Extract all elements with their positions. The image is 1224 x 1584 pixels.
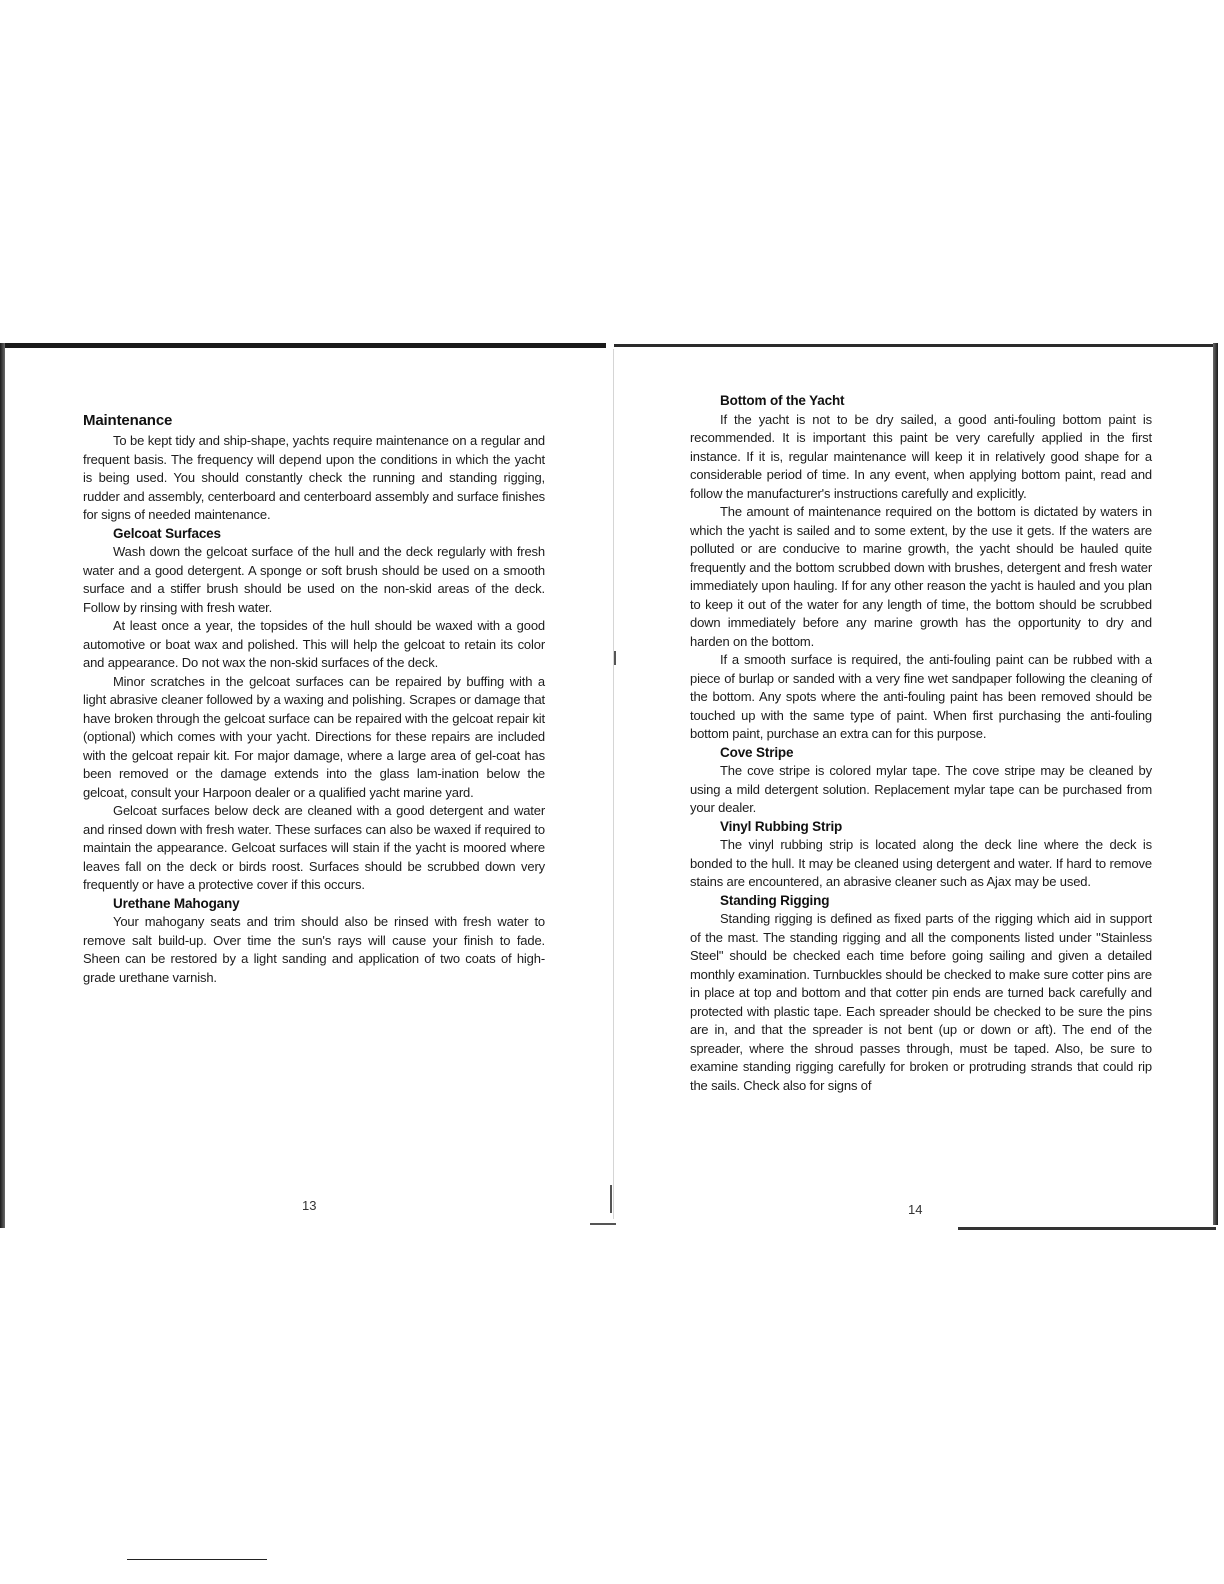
paragraph: If the yacht is not to be dry sailed, a good anti-fouling bottom paint is recommended. It is important this paint be very carefully applied in the first instance. If it is, regular maintenance will keep it in relatively good shape for a considerable period of time. In any event, when applying bottom paint, read and follow the manufacturer's instructions carefully and explicitly.	[690, 411, 1152, 501]
page-side-edge-right	[1213, 343, 1218, 1225]
paragraph: At least once a year, the topsides of the hull should be waxed with a good automotive or boat wax and polished. This will help the gelcoat to retain its color and appearance. Do not wax the non-skid surfaces of the deck.	[83, 618, 545, 670]
page-13	[83, 411, 545, 987]
footnote-rule	[127, 1559, 267, 1560]
paragraph: To be kept tidy and ship-shape, yachts require maintenance on a regular and frequent basis. The frequency will depend upon the conditions in which the yacht is being used. You should constantly check the running and standing rigging, rudder and assembly, centerboard and centerboard assembly and surface finishes for signs of needed maintenance.	[83, 433, 545, 522]
paragraph: Wash down the gelcoat surface of the hull and the deck regularly with fresh water and a good detergent. A sponge or soft brush should be used on a smooth surface and a stiffer brush should be used on the non-skid areas of the deck. Follow by rinsing with fresh water.	[83, 544, 545, 615]
page-top-edge-left	[0, 343, 606, 348]
page-number: 14	[908, 1202, 923, 1217]
section-heading-maintenance: Maintenance	[83, 412, 173, 429]
paragraph: Gelcoat surfaces below deck are cleaned with a good detergent and water and rinsed down with fresh water. These surfaces can also be waxed if required to maintain the appearance. Gelcoat surfaces will stain if the yacht is moored where leaves fall on the deck or birds roost. Surfaces should be scrubbed down very frequently or have a protective cover if this occurs.	[83, 803, 545, 892]
page-14	[690, 392, 1152, 1095]
gutter-mark	[590, 1223, 616, 1225]
gutter-mark	[614, 651, 616, 665]
book-gutter	[613, 349, 614, 1219]
page-bottom-edge-right	[958, 1227, 1216, 1230]
subheading-gelcoat-surfaces: Gelcoat Surfaces	[113, 525, 221, 541]
subheading-vinyl-rubbing-strip: Vinyl Rubbing Strip	[720, 818, 843, 834]
page-top-edge-right	[614, 344, 1218, 347]
subheading-bottom-of-the-yacht: Bottom of the Yacht	[720, 393, 845, 408]
paragraph: The amount of maintenance required on the bottom is dictated by waters in which the yacht is sailed and to some extent, by the use it gets. If the waters are polluted or are conducive to marine growth, the yacht should be hauled quite frequently and the bottom scrubbed down with brushes, detergent and fresh water immediately upon hauling. If for any other reason the yacht is hauled and you plan to keep it out of the water for any length of time, the bottom should be scrubbed down immediately before any marine growth has the opportunity to dry and harden on the bottom.	[690, 504, 1152, 649]
paragraph: The vinyl rubbing strip is located along the deck line where the deck is bonded to the hull. It may be cleaned using detergent and water. If hard to remove stains are encountered, an abrasive cleaner such as Ajax may be used.	[690, 837, 1152, 889]
book-spread	[0, 343, 1224, 1240]
page-number: 13	[302, 1198, 317, 1213]
subheading-urethane-mahogany: Urethane Mahogany	[113, 895, 240, 911]
paragraph: Your mahogany seats and trim should also be rinsed with fresh water to remove salt build-up. Over time the sun's rays will cause your finish to fade. Sheen can be restored by a light sanding and application of two coats of high-grade urethane varnish.	[83, 914, 545, 985]
paragraph: Minor scratches in the gelcoat surfaces can be repaired by buffing with a light abrasive cleaner followed by a waxing and polishing. Scrapes or damage that have broken through the gelcoat surface can be repaired with the gelcoat repair kit (optional) which comes with your yacht. Directions for these repairs are included with the gelcoat repair kit. For major damage, where a large area of gel-coat has been removed or the damage extends into the glass lam-ination below the gelcoat, consult your Harpoon dealer or a qualified yacht marine yard.	[83, 673, 545, 800]
paragraph: The cove stripe is colored mylar tape. The cove stripe may be cleaned by using a mild detergent solution. Replacement mylar tape can be purchased from your dealer.	[690, 763, 1152, 815]
gutter-mark	[610, 1185, 612, 1213]
paragraph: If a smooth surface is required, the anti-fouling paint can be rubbed with a piece of burlap or sanded with a very fine wet sandpaper following the cleaning of the bottom. Any spots where the anti-fouling paint has been removed should be touched up with the same type of paint. When first purchasing the anti-fouling bottom paint, purchase an extra can for this purpose.	[690, 652, 1152, 741]
paragraph: Standing rigging is defined as fixed parts of the rigging which aid in support of the mast. The standing rigging and all the components listed under "Stainless Steel" should be checked each time before going sailing and given a detailed monthly examination. Turnbuckles should be checked to make sure cotter pins are in place at top and bottom and that cotter pin ends are turned back carefully and protected with plastic tape. Each spreader should be checked to be sure the pins are in, and that the spreader is not bent (up or down or aft). The end of the spreader, where the shroud passes through, must be taped. Also, be sure to examine standing rigging carefully for broken or protruding strands that could rip the sails. Check also for signs of	[690, 911, 1152, 1093]
subheading-cove-stripe: Cove Stripe	[720, 744, 794, 760]
page-side-edge-left	[0, 343, 5, 1228]
subheading-standing-rigging: Standing Rigging	[720, 892, 830, 908]
